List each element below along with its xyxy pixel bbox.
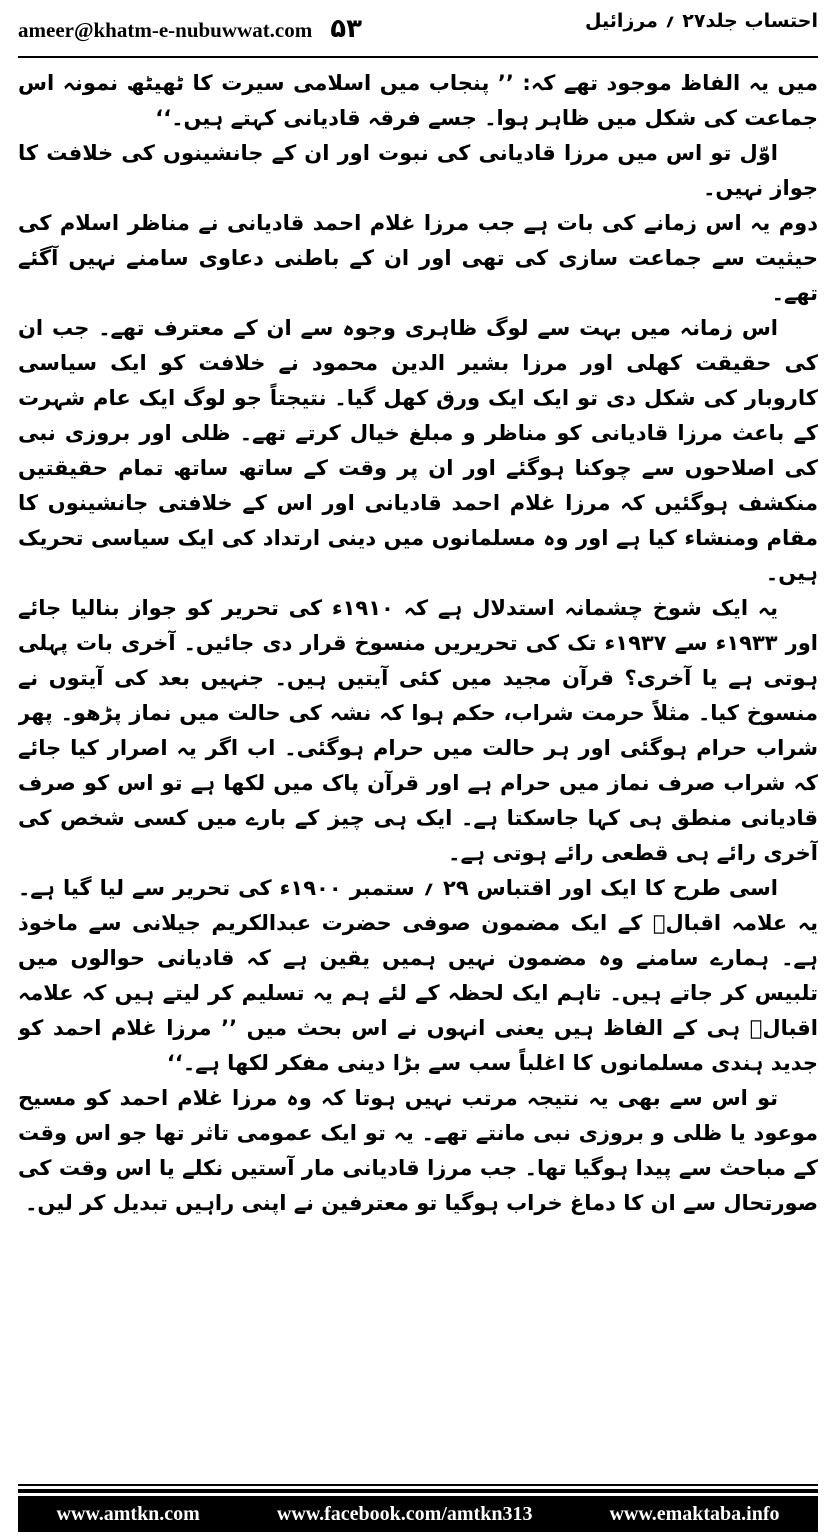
- footer-rule-thin: [18, 1484, 818, 1486]
- book-title: احتساب جلد۲۷ ؍ مرزائیل: [584, 10, 818, 32]
- paragraph-1: میں یہ الفاظ موجود تھے کہ: ’’ پنجاب میں اسلامی سیرت کا ٹھیٹھ نمونہ اس جماعت کی شکل میں ظاہر ہوا۔ جسے فرقہ قادیانی کہتے ہیں۔‘‘: [18, 71, 818, 130]
- paragraph-7: تو اس سے بھی یہ نتیجہ مرتب نہیں ہوتا کہ وہ مرزا غلام احمد کو مسیح موعود یا ظلی و بروزی نبی مانتے تھے۔ یہ تو ایک عمومی تاثر تھا جو اس وقت کے مباحث سے پیدا ہوگیا تھا۔ جب مرزا قادیانی مار آستیں نکلے یا اس وقت کی صورتحال سے ان کا دماغ خراب ہوگیا تو معترفین نے اپنی راہیں تبدیل کر لیں۔: [18, 1086, 818, 1215]
- header-email[interactable]: ameer@khatm-e-nubuwwat.com: [18, 18, 313, 42]
- paragraph-6: اسی طرح کا ایک اور اقتباس ۲۹ ؍ ستمبر ۱۹۰۰ء کی تحریر سے لیا گیا ہے۔ یہ علامہ اقبالؒ کے ایک مضمون صوفی حضرت عبدالکریم جیلانی سے ماخوذ ہے۔ ہمارے سامنے وہ مضمون نہیں ہمیں یقین ہے کہ قادیانی حوالوں میں تلبیس کر جاتے ہیں۔ تاہم ایک لحظہ کے لئے ہم یہ تسلیم کر لیتے ہیں کہ علامہ اقبالؒ ہی کے الفاظ ہیں یعنی انہوں نے اس بحث میں ’’ مرزا غلام احمد کو جدید ہندی مسلمانوں کا اغلباً سب سے بڑا دینی مفکر لکھا ہے۔‘‘: [18, 876, 818, 1075]
- footer-link-amtkn[interactable]: www.amtkn.com: [56, 1502, 200, 1525]
- page-number: ۵۳: [330, 14, 362, 44]
- footer-bar: [18, 1496, 818, 1532]
- header-left-group: [18, 14, 362, 44]
- footer-rule-thick: [18, 1489, 818, 1493]
- footer-link-facebook[interactable]: www.facebook.com/amtkn313: [276, 1502, 533, 1525]
- footer-divider: [18, 1484, 818, 1493]
- footer-link-emaktaba[interactable]: www.emaktaba.info: [609, 1502, 780, 1525]
- body-text: [18, 66, 818, 1436]
- paragraph-3: دوم یہ اس زمانے کی بات ہے جب مرزا غلام احمد قادیانی نے مناظر اسلام کی حیثیت سے جماعت سازی کی تھی اور ان کے باطنی دعاوی سامنے نہیں آگئے تھے۔: [18, 211, 818, 305]
- paragraph-5: یہ ایک شوخ چشمانہ استدلال ہے کہ ۱۹۱۰ء کی تحریر کو جواز بنالیا جائے اور ۱۹۳۳ء سے ۱۹۳۷ء تک کی تحریریں منسوخ قرار دی جائیں۔ آخری بات پہلی ہوتی ہے یا آخری؟ قرآن مجید میں کئی آیتیں ہیں۔ جنہیں بعد کی آیتوں نے منسوخ کیا۔ مثلاً حرمت شراب، حکم ہوا کہ نشہ کی حالت میں نماز پڑھو۔ پھر شراب حرام ہوگئی اور ہر حالت میں حرام ہوگئی۔ اب اگر یہ اصرار کیا جائے کہ شراب صرف نماز میں حرام ہے اور قرآن پاک میں لکھا ہے تو اس کو صرف قادیانی منطق ہی کہا جاسکتا ہے۔ ایک ہی چیز کے بارے میں کسی شخص کی آخری رائے ہی قطعی رائے ہوتی ہے۔: [18, 596, 818, 865]
- header-divider: [18, 56, 818, 58]
- paragraph-2: اوّل تو اس میں مرزا قادیانی کی نبوت اور ان کے جانشینوں کی خلافت کا جواز نہیں۔: [18, 141, 818, 200]
- page-header: [18, 6, 818, 50]
- paragraph-4: اس زمانہ میں بہت سے لوگ ظاہری وجوہ سے ان کے معترف تھے۔ جب ان کی حقیقت کھلی اور مرزا بشیر الدین محمود نے خلافت کو ایک سیاسی کاروبار کی شکل دی تو ایک ایک ورق کھل گیا۔ نتیجتاً جو لوگ ایک عام شہرت کے باعث مرزا قادیانی کو مناظر و مبلغ خیال کرتے تھے۔ ظلی اور بروزی نبی کی اصلاحوں سے چوکنا ہوگئے اور ان پر وقت کے ساتھ ساتھ تمام حقیقتیں منکشف ہوگئیں کہ مرزا غلام احمد قادیانی اور اس کے خلافتی جانشینوں کا مقام ومنشاء کیا ہے اور وہ مسلمانوں میں دینی ارتداد کی ایک سیاسی تحریک ہیں۔: [18, 316, 818, 585]
